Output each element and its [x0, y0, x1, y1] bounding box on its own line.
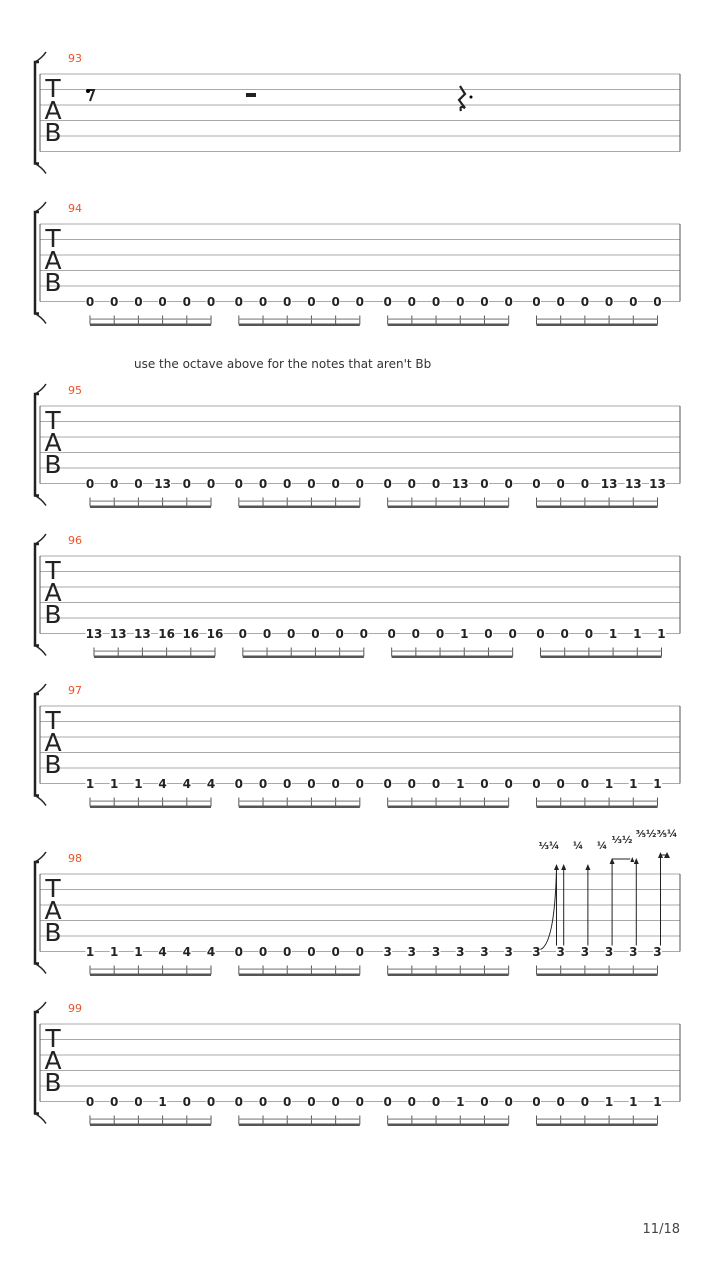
fret-number: 4: [158, 945, 167, 959]
bend-amount-label: ¼: [596, 841, 608, 852]
fret-number: 0: [556, 477, 565, 491]
fret-number: 0: [355, 295, 365, 309]
fret-number: 0: [480, 777, 489, 791]
measure-number: 99: [68, 1002, 82, 1015]
fret-number: 0: [407, 1095, 417, 1109]
bracket-hook-bottom: [35, 646, 46, 656]
measure-number: 93: [68, 52, 82, 65]
fret-number: 3: [383, 945, 392, 959]
tab-clef-letter: A: [44, 246, 62, 275]
fret-number: 0: [110, 295, 119, 309]
fret-number: 0: [85, 477, 95, 491]
bracket-hook-top: [35, 1002, 46, 1012]
bend-amount-label: ¼: [572, 841, 584, 852]
fret-number: 1: [85, 777, 95, 791]
fret-number: 0: [480, 477, 489, 491]
beam-secondary: [239, 969, 360, 970]
measure-number: 95: [68, 384, 82, 397]
fret-number: 0: [560, 627, 569, 641]
fret-number: 13: [154, 477, 171, 491]
beam-primary: [388, 1124, 509, 1127]
beam-primary: [540, 656, 661, 659]
fret-number: 0: [508, 627, 517, 641]
beam-secondary: [388, 319, 509, 320]
fret-number: 1: [110, 777, 119, 791]
bend-arrow-icon: [554, 864, 559, 870]
fret-number: 0: [307, 477, 316, 491]
tab-system: [35, 828, 680, 976]
system-bracket: [35, 1012, 39, 1114]
tab-clef-letter: B: [44, 918, 62, 947]
fret-number: 0: [532, 477, 541, 491]
rest-dot: [470, 96, 473, 99]
measure-number: 97: [68, 684, 82, 697]
beam-primary: [90, 806, 211, 809]
fret-number: 0: [355, 945, 365, 959]
beam-primary: [239, 324, 360, 327]
fret-number: 4: [182, 777, 191, 791]
fret-number: 0: [258, 1095, 268, 1109]
fret-number: 1: [608, 627, 618, 641]
beam-primary: [239, 974, 360, 977]
beam-secondary: [239, 319, 360, 320]
fret-number: 0: [532, 1095, 541, 1109]
fret-number: 0: [283, 945, 292, 959]
fret-number: 0: [238, 627, 248, 641]
fret-number: 0: [134, 477, 143, 491]
beam-secondary: [239, 501, 360, 502]
fret-number: 0: [283, 295, 292, 309]
system-bracket: [35, 694, 39, 796]
beam-primary: [90, 324, 211, 327]
fret-number: 0: [283, 777, 292, 791]
fret-number: 1: [85, 945, 95, 959]
beam-primary: [536, 324, 657, 327]
fret-number: 1: [604, 1095, 614, 1109]
fret-number: 0: [283, 1095, 292, 1109]
fret-number: 0: [355, 1095, 365, 1109]
fret-number: 0: [431, 295, 441, 309]
beam-primary: [94, 656, 215, 659]
tab-clef-letter: A: [44, 578, 62, 607]
fret-number: 0: [182, 295, 191, 309]
tab-clef-letter: A: [44, 896, 62, 925]
tab-clef-letter: A: [44, 728, 62, 757]
beam-secondary: [392, 651, 513, 652]
bend-amount-label: ⅓¼: [538, 841, 560, 852]
fret-number: 3: [629, 945, 638, 959]
fret-number: 0: [331, 945, 340, 959]
fret-number: 0: [355, 477, 365, 491]
beam-primary: [239, 506, 360, 509]
beam-primary: [388, 324, 509, 327]
bracket-hook-top: [35, 534, 46, 544]
fret-number: 0: [580, 1095, 590, 1109]
beam-secondary: [90, 969, 211, 970]
fret-number: 13: [134, 627, 151, 641]
beam-secondary: [239, 1119, 360, 1120]
fret-number: 0: [411, 627, 421, 641]
fret-number: 0: [287, 627, 296, 641]
beam-secondary: [239, 801, 360, 802]
bracket-hook-bottom: [35, 1114, 46, 1124]
fret-number: 1: [629, 1095, 638, 1109]
fret-number: 0: [307, 777, 316, 791]
fret-number: 1: [158, 1095, 167, 1109]
fret-number: 0: [234, 477, 244, 491]
beam-primary: [239, 806, 360, 809]
fret-number: 1: [629, 777, 638, 791]
annotation-text: use the octave above for the notes that aren't Bb: [134, 357, 432, 371]
fret-number: 0: [85, 1095, 95, 1109]
fret-number: 0: [307, 945, 316, 959]
beam-primary: [536, 506, 657, 509]
beam-primary: [536, 1124, 657, 1127]
tab-clef-letter: T: [45, 706, 61, 735]
beam-primary: [392, 656, 513, 659]
fret-number: 0: [435, 627, 445, 641]
beam-primary: [239, 1124, 360, 1127]
fret-number: 0: [383, 1095, 392, 1109]
beam-secondary: [90, 1119, 211, 1120]
half-rest-icon: [246, 93, 256, 97]
beam-primary: [90, 506, 211, 509]
system-bracket: [35, 544, 39, 646]
fret-number: 1: [460, 627, 469, 641]
beam-secondary: [388, 1119, 509, 1120]
fret-number: 1: [456, 777, 465, 791]
fret-number: 0: [653, 295, 662, 309]
fret-number: 0: [504, 777, 513, 791]
beam-primary: [388, 506, 509, 509]
fret-number: 4: [206, 777, 216, 791]
fret-number: 1: [653, 1095, 662, 1109]
fret-number: 0: [580, 777, 590, 791]
fret-number: 0: [383, 477, 392, 491]
bracket-hook-bottom: [35, 796, 46, 806]
tab-system: [35, 1002, 680, 1126]
fret-number: 0: [580, 477, 590, 491]
tab-clef-letter: B: [44, 118, 62, 147]
fret-number: 0: [556, 777, 565, 791]
fret-number: 0: [556, 295, 565, 309]
fret-number: 0: [331, 295, 340, 309]
fret-number: 0: [258, 295, 268, 309]
beam-primary: [388, 974, 509, 977]
tab-clef-letter: T: [45, 406, 61, 435]
beam-primary: [536, 806, 657, 809]
page-number: 11/18: [642, 1222, 680, 1237]
fret-number: 0: [431, 477, 441, 491]
fret-number: 0: [258, 777, 268, 791]
bend-amount-label: ⅗¼: [656, 829, 678, 840]
beam-secondary: [90, 801, 211, 802]
fret-number: 3: [532, 945, 541, 959]
eighth-rest-dot: [86, 89, 90, 93]
fret-number: 0: [311, 627, 320, 641]
beam-secondary: [388, 801, 509, 802]
fret-number: 0: [456, 295, 465, 309]
bracket-hook-bottom: [35, 964, 46, 974]
fret-number: 0: [504, 295, 513, 309]
beam-primary: [90, 1124, 211, 1127]
fret-number: 0: [110, 477, 119, 491]
fret-number: 0: [134, 1095, 143, 1109]
fret-number: 0: [431, 1095, 441, 1109]
fret-number: 4: [182, 945, 191, 959]
tab-clef-letter: B: [44, 1068, 62, 1097]
fret-number: 0: [307, 295, 316, 309]
fret-number: 0: [504, 1095, 513, 1109]
fret-number: 0: [234, 1095, 244, 1109]
fret-number: 13: [109, 627, 127, 641]
fret-number: 0: [484, 627, 493, 641]
fret-number: 0: [480, 295, 489, 309]
fret-number: 0: [110, 1095, 119, 1109]
fret-number: 16: [206, 627, 224, 641]
tab-clef-letter: B: [44, 268, 62, 297]
fret-number: 0: [407, 477, 417, 491]
fret-number: 0: [182, 1095, 191, 1109]
fret-number: 1: [604, 777, 614, 791]
beam-secondary: [540, 651, 661, 652]
fret-number: 4: [158, 777, 167, 791]
bracket-hook-top: [35, 684, 46, 694]
fret-number: 3: [580, 945, 590, 959]
fret-number: 0: [359, 627, 369, 641]
bend-arrow-icon: [561, 864, 566, 870]
fret-number: 0: [584, 627, 594, 641]
fret-number: 1: [110, 945, 119, 959]
fret-number: 0: [407, 777, 417, 791]
bend-curve: [540, 870, 556, 950]
beam-primary: [243, 656, 364, 659]
bracket-hook-top: [35, 384, 46, 394]
tab-clef-letter: T: [45, 556, 61, 585]
fret-number: 1: [134, 777, 143, 791]
beam-secondary: [243, 651, 364, 652]
fret-number: 13: [600, 477, 618, 491]
fret-number: 3: [431, 945, 441, 959]
fret-number: 0: [134, 295, 143, 309]
measure-number: 96: [68, 534, 82, 547]
fret-number: 1: [653, 777, 662, 791]
fret-number: 1: [633, 627, 642, 641]
fret-number: 0: [307, 1095, 316, 1109]
fret-number: 0: [532, 777, 541, 791]
fret-number: 0: [383, 295, 392, 309]
beam-secondary: [94, 651, 215, 652]
fret-number: 0: [335, 627, 344, 641]
fret-number: 0: [206, 1095, 216, 1109]
tab-system: [35, 384, 680, 508]
fret-number: 0: [604, 295, 614, 309]
beam-secondary: [536, 501, 657, 502]
tab-clef-letter: T: [45, 1024, 61, 1053]
system-bracket: [35, 62, 39, 164]
system-bracket: [35, 394, 39, 496]
fret-number: 0: [262, 627, 272, 641]
tab-clef-letter: B: [44, 600, 62, 629]
fret-number: 0: [556, 1095, 565, 1109]
fret-number: 0: [331, 1095, 340, 1109]
system-bracket: [35, 862, 39, 964]
fret-number: 3: [456, 945, 465, 959]
bracket-hook-bottom: [35, 496, 46, 506]
fret-number: 0: [206, 477, 216, 491]
tab-clef-letter: B: [44, 450, 62, 479]
bend-amount-label: ⅗½: [635, 829, 657, 840]
fret-number: 13: [649, 477, 666, 491]
fret-number: 0: [182, 477, 191, 491]
bracket-hook-bottom: [35, 314, 46, 324]
fret-number: 0: [206, 295, 216, 309]
fret-number: 0: [536, 627, 545, 641]
beam-secondary: [90, 319, 211, 320]
fret-number: 3: [653, 945, 662, 959]
fret-number: 1: [134, 945, 143, 959]
fret-number: 3: [407, 945, 417, 959]
beam-secondary: [536, 801, 657, 802]
fret-number: 13: [624, 477, 642, 491]
fret-number: 0: [258, 477, 268, 491]
fret-number: 0: [383, 777, 392, 791]
fret-number: 0: [532, 295, 541, 309]
bracket-hook-top: [35, 202, 46, 212]
beam-secondary: [90, 501, 211, 502]
fret-number: 0: [234, 777, 244, 791]
fret-number: 3: [504, 945, 513, 959]
fret-number: 0: [580, 295, 590, 309]
fret-number: 4: [206, 945, 216, 959]
beam-secondary: [536, 319, 657, 320]
fret-number: 0: [85, 295, 95, 309]
fret-number: 0: [629, 295, 638, 309]
measure-number: 98: [68, 852, 82, 865]
bracket-hook-bottom: [35, 164, 46, 174]
beam-secondary: [536, 969, 657, 970]
beam-secondary: [536, 1119, 657, 1120]
fret-number: 0: [234, 295, 244, 309]
bend-arrow-icon: [634, 858, 639, 864]
tab-clef-letter: A: [44, 1046, 62, 1075]
tab-clef-letter: B: [44, 750, 62, 779]
bracket-hook-top: [35, 852, 46, 862]
tab-system: [35, 684, 680, 808]
system-bracket: [35, 212, 39, 314]
tab-clef-letter: T: [45, 74, 61, 103]
fret-number: 0: [407, 295, 417, 309]
tab-clef-letter: T: [45, 874, 61, 903]
bend-arrow-icon: [630, 857, 634, 862]
bend-amount-label: ⅓½: [611, 835, 633, 846]
fret-number: 0: [158, 295, 167, 309]
fret-number: 0: [431, 777, 441, 791]
fret-number: 3: [556, 945, 565, 959]
beam-primary: [536, 974, 657, 977]
tab-clef-letter: T: [45, 224, 61, 253]
tab-clef-letter: A: [44, 96, 62, 125]
fret-number: 0: [283, 477, 292, 491]
beam-secondary: [388, 969, 509, 970]
tab-system: [35, 202, 680, 326]
tab-system: [35, 534, 680, 658]
bend-arrow-icon: [585, 864, 590, 870]
fret-number: 0: [331, 477, 340, 491]
measure-number: 94: [68, 202, 82, 215]
fret-number: 0: [387, 627, 396, 641]
tab-system: [35, 52, 680, 174]
fret-number: 3: [604, 945, 614, 959]
bracket-hook-top: [35, 52, 46, 62]
fret-number: 16: [182, 627, 200, 641]
fret-number: 3: [480, 945, 489, 959]
fret-number: 0: [355, 777, 365, 791]
tab-clef-letter: A: [44, 428, 62, 457]
beam-secondary: [388, 501, 509, 502]
fret-number: 16: [158, 627, 175, 641]
fret-number: 0: [331, 777, 340, 791]
fret-number: 0: [258, 945, 268, 959]
beam-primary: [388, 806, 509, 809]
fret-number: 13: [451, 477, 469, 491]
fret-number: 0: [504, 477, 513, 491]
fret-number: 1: [657, 627, 666, 641]
fret-number: 0: [480, 1095, 489, 1109]
fret-number: 0: [234, 945, 244, 959]
fret-number: 1: [456, 1095, 465, 1109]
beam-primary: [90, 974, 211, 977]
fret-number: 13: [85, 627, 103, 641]
